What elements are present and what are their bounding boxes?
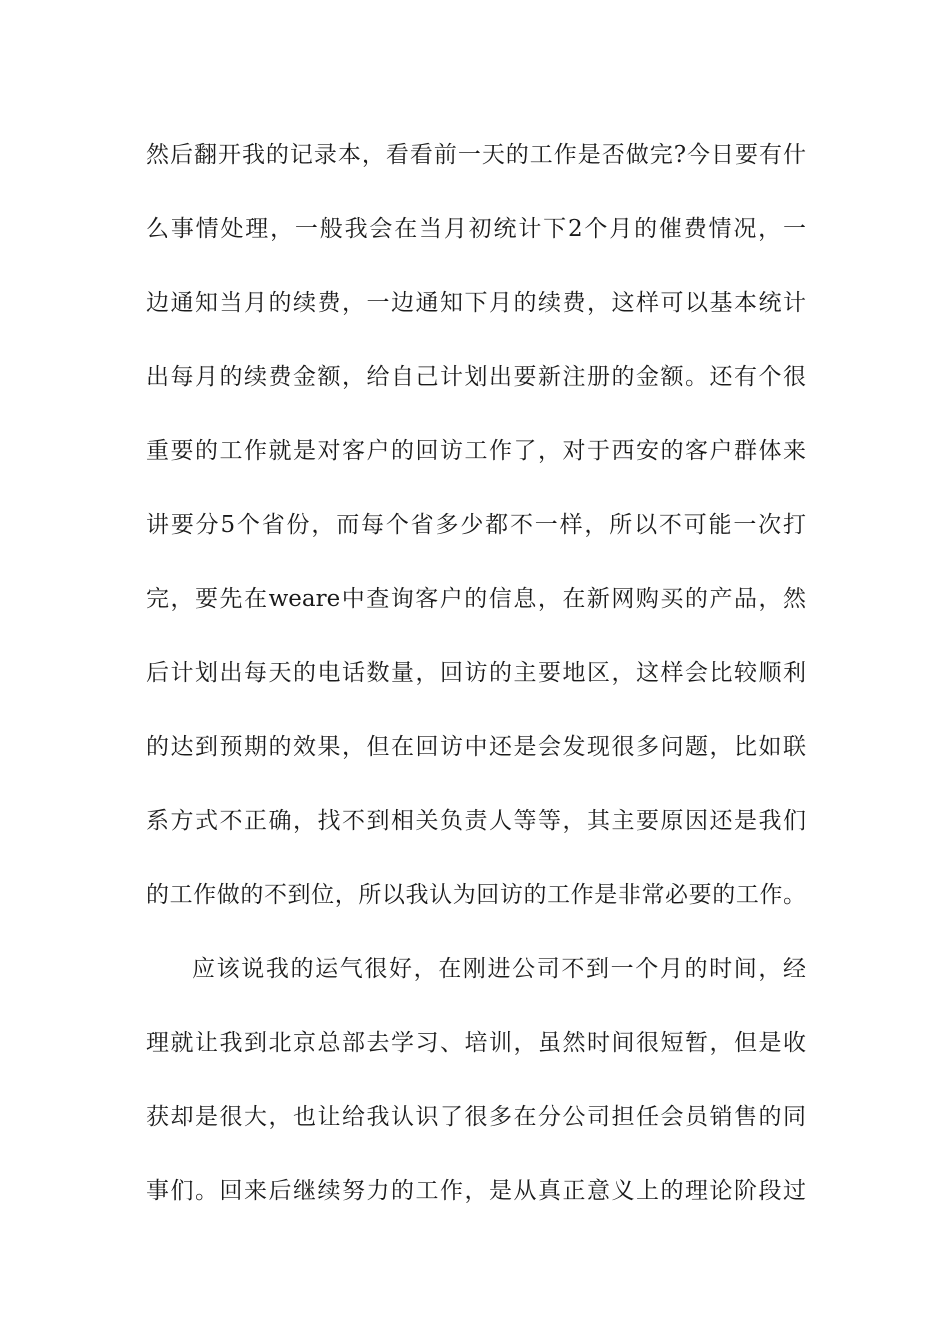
- text-line: 重要的工作就是对客户的回访工作了，对于西安的客户群体来: [146, 438, 806, 464]
- text-line: 边通知当月的续费，一边通知下月的续费，这样可以基本统计: [146, 290, 806, 316]
- text-line: 么事情处理，一般我会在当月初统计下2个月的催费情况，一: [146, 216, 806, 242]
- paragraph-start-line: 应该说我的运气很好，在刚进公司不到一个月的时间，经: [192, 956, 806, 982]
- text-line: 完，要先在weare中查询客户的信息，在新网购买的产品，然: [146, 586, 806, 612]
- text-line: 的达到预期的效果，但在回访中还是会发现很多问题，比如联: [146, 734, 806, 760]
- paragraph-end-line: 的工作做的不到位，所以我认为回访的工作是非常必要的工作。: [146, 882, 806, 908]
- text-line: 后计划出每天的电话数量，回访的主要地区，这样会比较顺利: [146, 660, 806, 686]
- text-line: 事们。回来后继续努力的工作，是从真正意义上的理论阶段过: [146, 1178, 806, 1204]
- text-line: 系方式不正确，找不到相关负责人等等，其主要原因还是我们: [146, 808, 806, 834]
- body-text: [146, 134, 806, 1244]
- text-line: 讲要分5个省份，而每个省多少都不一样，所以不可能一次打: [146, 512, 806, 538]
- text-line: 理就让我到北京总部去学习、培训，虽然时间很短暂，但是收: [146, 1030, 806, 1056]
- text-line: 出每月的续费金额，给自己计划出要新注册的金额。还有个很: [146, 364, 806, 390]
- text-line: 获却是很大，也让给我认识了很多在分公司担任会员销售的同: [146, 1104, 806, 1130]
- text-line: 然后翻开我的记录本，看看前一天的工作是否做完?今日要有什: [146, 142, 806, 168]
